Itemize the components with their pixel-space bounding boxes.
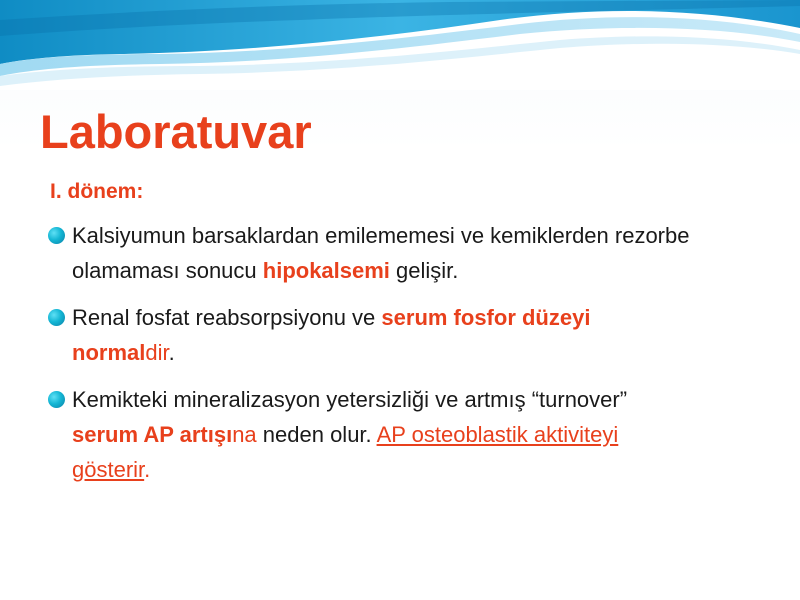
hyperlink-text[interactable]: gösterir <box>72 457 145 482</box>
hyperlink-text[interactable]: AP osteoblastik aktiviteyi <box>376 422 619 447</box>
slide-title: Laboratuvar <box>40 105 312 158</box>
highlight-term: serum AP artışı <box>72 422 233 447</box>
bullet-text: . <box>144 457 151 482</box>
bullet-line <box>72 335 768 370</box>
bullet-line <box>72 253 768 288</box>
bullet-line: Kemikteki mineralizasyon yetersizliği ve artmış “turnover” <box>72 387 628 412</box>
bullet-list <box>48 218 768 499</box>
bullet-line: Kalsiyumun barsaklardan emilememesi ve kemiklerden rezorbe <box>72 223 690 248</box>
bullet-dot-icon <box>48 391 65 408</box>
bullet-dot-icon <box>48 309 65 326</box>
highlight-suffix: dir <box>145 340 169 365</box>
bullet-item <box>48 218 768 288</box>
bullet-line <box>72 300 768 335</box>
subheading: I. dönem: <box>50 180 144 203</box>
highlight-term: hipokalsemi <box>262 258 390 283</box>
highlight-term: normal <box>72 340 146 365</box>
bullet-text: gelişir. <box>389 258 459 283</box>
highlight-term: serum fosfor düzeyi <box>381 305 591 330</box>
bullet-line <box>72 417 768 452</box>
highlight-suffix: na <box>232 422 257 447</box>
bullet-text: olamaması sonucu <box>72 258 263 283</box>
bullet-text: neden olur. <box>256 422 377 447</box>
bullet-item <box>48 300 768 370</box>
bullet-text: . <box>168 340 175 365</box>
bullet-item <box>48 382 768 487</box>
bullet-line <box>72 452 768 487</box>
bullet-dot-icon <box>48 227 65 244</box>
bullet-text: Renal fosfat reabsorpsiyonu ve <box>72 305 382 330</box>
wave-banner-decoration <box>0 0 800 90</box>
